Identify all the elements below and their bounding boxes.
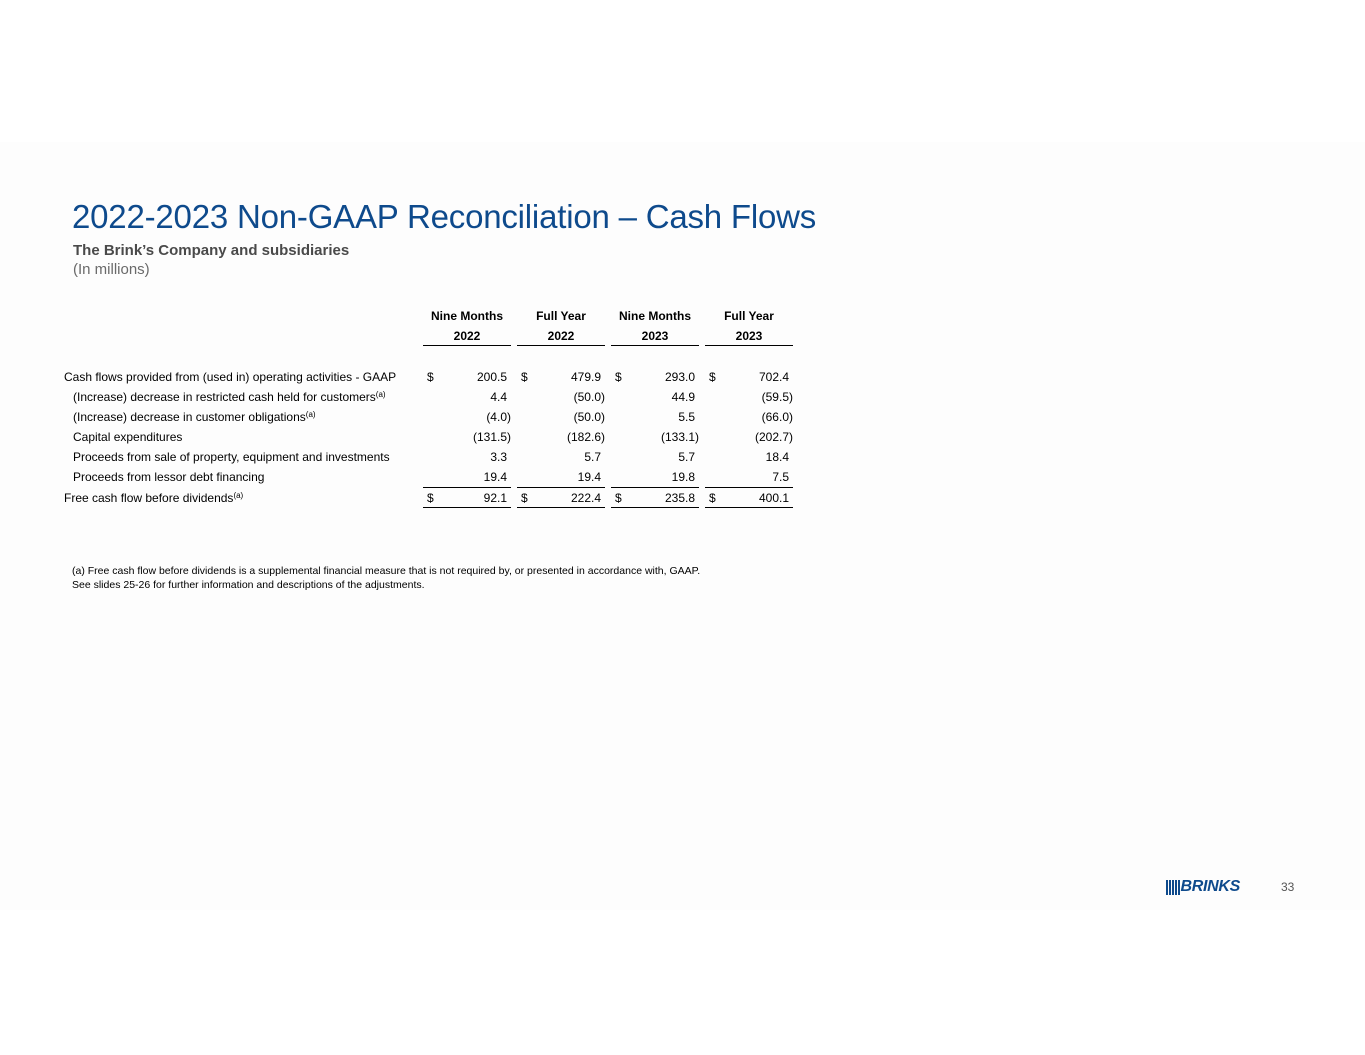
cell-value: 5.7 <box>584 450 601 464</box>
cell-value: 5.7 <box>678 450 695 464</box>
header-underline <box>611 345 699 346</box>
header-underline <box>517 345 605 346</box>
cell-value: 19.4 <box>483 470 507 484</box>
currency-symbol: $ <box>709 491 716 505</box>
col-header-year: 2022 <box>453 329 481 343</box>
page-number: 33 <box>1281 880 1295 894</box>
row-label: (Increase) decrease in restricted cash held for customers$^{(a)}$ <box>73 390 386 404</box>
logo-wordmark: BRINKS <box>1180 878 1241 895</box>
cell-value: (50.0) <box>573 410 605 424</box>
header-underline <box>705 345 793 346</box>
currency-symbol: $ <box>521 491 528 505</box>
table-row <box>0 370 800 390</box>
cell-value: 235.8 <box>664 491 695 505</box>
cell-value: (66.0) <box>761 410 793 424</box>
cell-value: 200.5 <box>476 370 507 384</box>
brinks-logo <box>1166 878 1240 896</box>
col-header-period: Full Year <box>724 309 774 323</box>
cell-value: (202.7) <box>754 430 793 444</box>
table-row <box>0 430 800 450</box>
row-label: Cash flows provided from (used in) operating activities - GAAP <box>64 370 397 384</box>
cell-value: 479.9 <box>570 370 601 384</box>
logo-bars-icon <box>1166 880 1180 895</box>
currency-symbol: $ <box>615 370 622 384</box>
row-label: Proceeds from lessor debt financing <box>73 470 265 484</box>
cell-value: 18.4 <box>765 450 789 464</box>
total-underline <box>705 507 793 508</box>
cell-value: (131.5) <box>472 430 511 444</box>
slide-title: 2022-2023 Non-GAAP Reconciliation – Cash Flows <box>72 198 817 235</box>
cell-value: (133.1) <box>660 430 699 444</box>
cell-value: 400.1 <box>758 491 789 505</box>
row-label: Capital expenditures <box>73 430 183 444</box>
cell-value: 7.5 <box>772 470 789 484</box>
total-underline <box>611 507 699 508</box>
total-underline <box>423 507 511 508</box>
col-header-period: Nine Months <box>619 309 691 323</box>
row-label: Free cash flow before dividends$^{(a)}$ <box>64 491 244 505</box>
footnote <box>72 565 700 592</box>
col-header-year: 2023 <box>641 329 669 343</box>
subtotal-underline <box>705 487 793 488</box>
table-row <box>0 410 800 430</box>
currency-symbol: $ <box>615 491 622 505</box>
col-header-period: Full Year <box>536 309 586 323</box>
subtotal-underline <box>611 487 699 488</box>
row-label: Proceeds from sale of property, equipment and investments <box>73 450 390 464</box>
cell-value: 19.4 <box>577 470 601 484</box>
cell-value: 702.4 <box>758 370 789 384</box>
footnote-ref: (a) <box>305 410 316 419</box>
currency-symbol: $ <box>427 370 434 384</box>
footnote-ref: (a) <box>233 491 244 500</box>
col-header-year: 2022 <box>547 329 575 343</box>
col-header-period: Nine Months <box>431 309 503 323</box>
cell-value: (4.0) <box>486 410 511 424</box>
footnote-line: (a) Free cash flow before dividends is a supplemental financial measure that is not required by, or presented in accordance with, GAAP. <box>72 565 701 577</box>
units-note: (In millions) <box>73 261 150 278</box>
footnote-line: See slides 25-26 for further information and descriptions of the adjustments. <box>72 578 425 591</box>
cell-value: 5.5 <box>678 410 695 424</box>
col-header-year: 2023 <box>735 329 763 343</box>
table-row-total <box>0 491 800 511</box>
table-row <box>0 450 800 470</box>
cell-value: 3.3 <box>490 450 507 464</box>
cell-value: 92.1 <box>483 491 507 505</box>
cell-value: 293.0 <box>664 370 695 384</box>
currency-symbol: $ <box>521 370 528 384</box>
cell-value: 44.9 <box>671 390 695 404</box>
currency-symbol: $ <box>709 370 716 384</box>
currency-symbol: $ <box>427 491 434 505</box>
cell-value: (50.0) <box>573 390 605 404</box>
table-row <box>0 390 800 410</box>
cell-value: 4.4 <box>490 390 507 404</box>
total-underline <box>517 507 605 508</box>
cell-value: (182.6) <box>566 430 605 444</box>
header-underline <box>423 345 511 346</box>
footnote-ref: (a) <box>375 390 386 399</box>
subtotal-underline <box>423 487 511 488</box>
cell-value: 222.4 <box>570 491 601 505</box>
company-subtitle: The Brink’s Company and subsidiaries <box>73 242 350 259</box>
subtotal-underline <box>517 487 605 488</box>
row-label: (Increase) decrease in customer obligations$^{(a)}$ <box>73 410 316 424</box>
cell-value: (59.5) <box>761 390 793 404</box>
cell-value: 19.8 <box>671 470 695 484</box>
